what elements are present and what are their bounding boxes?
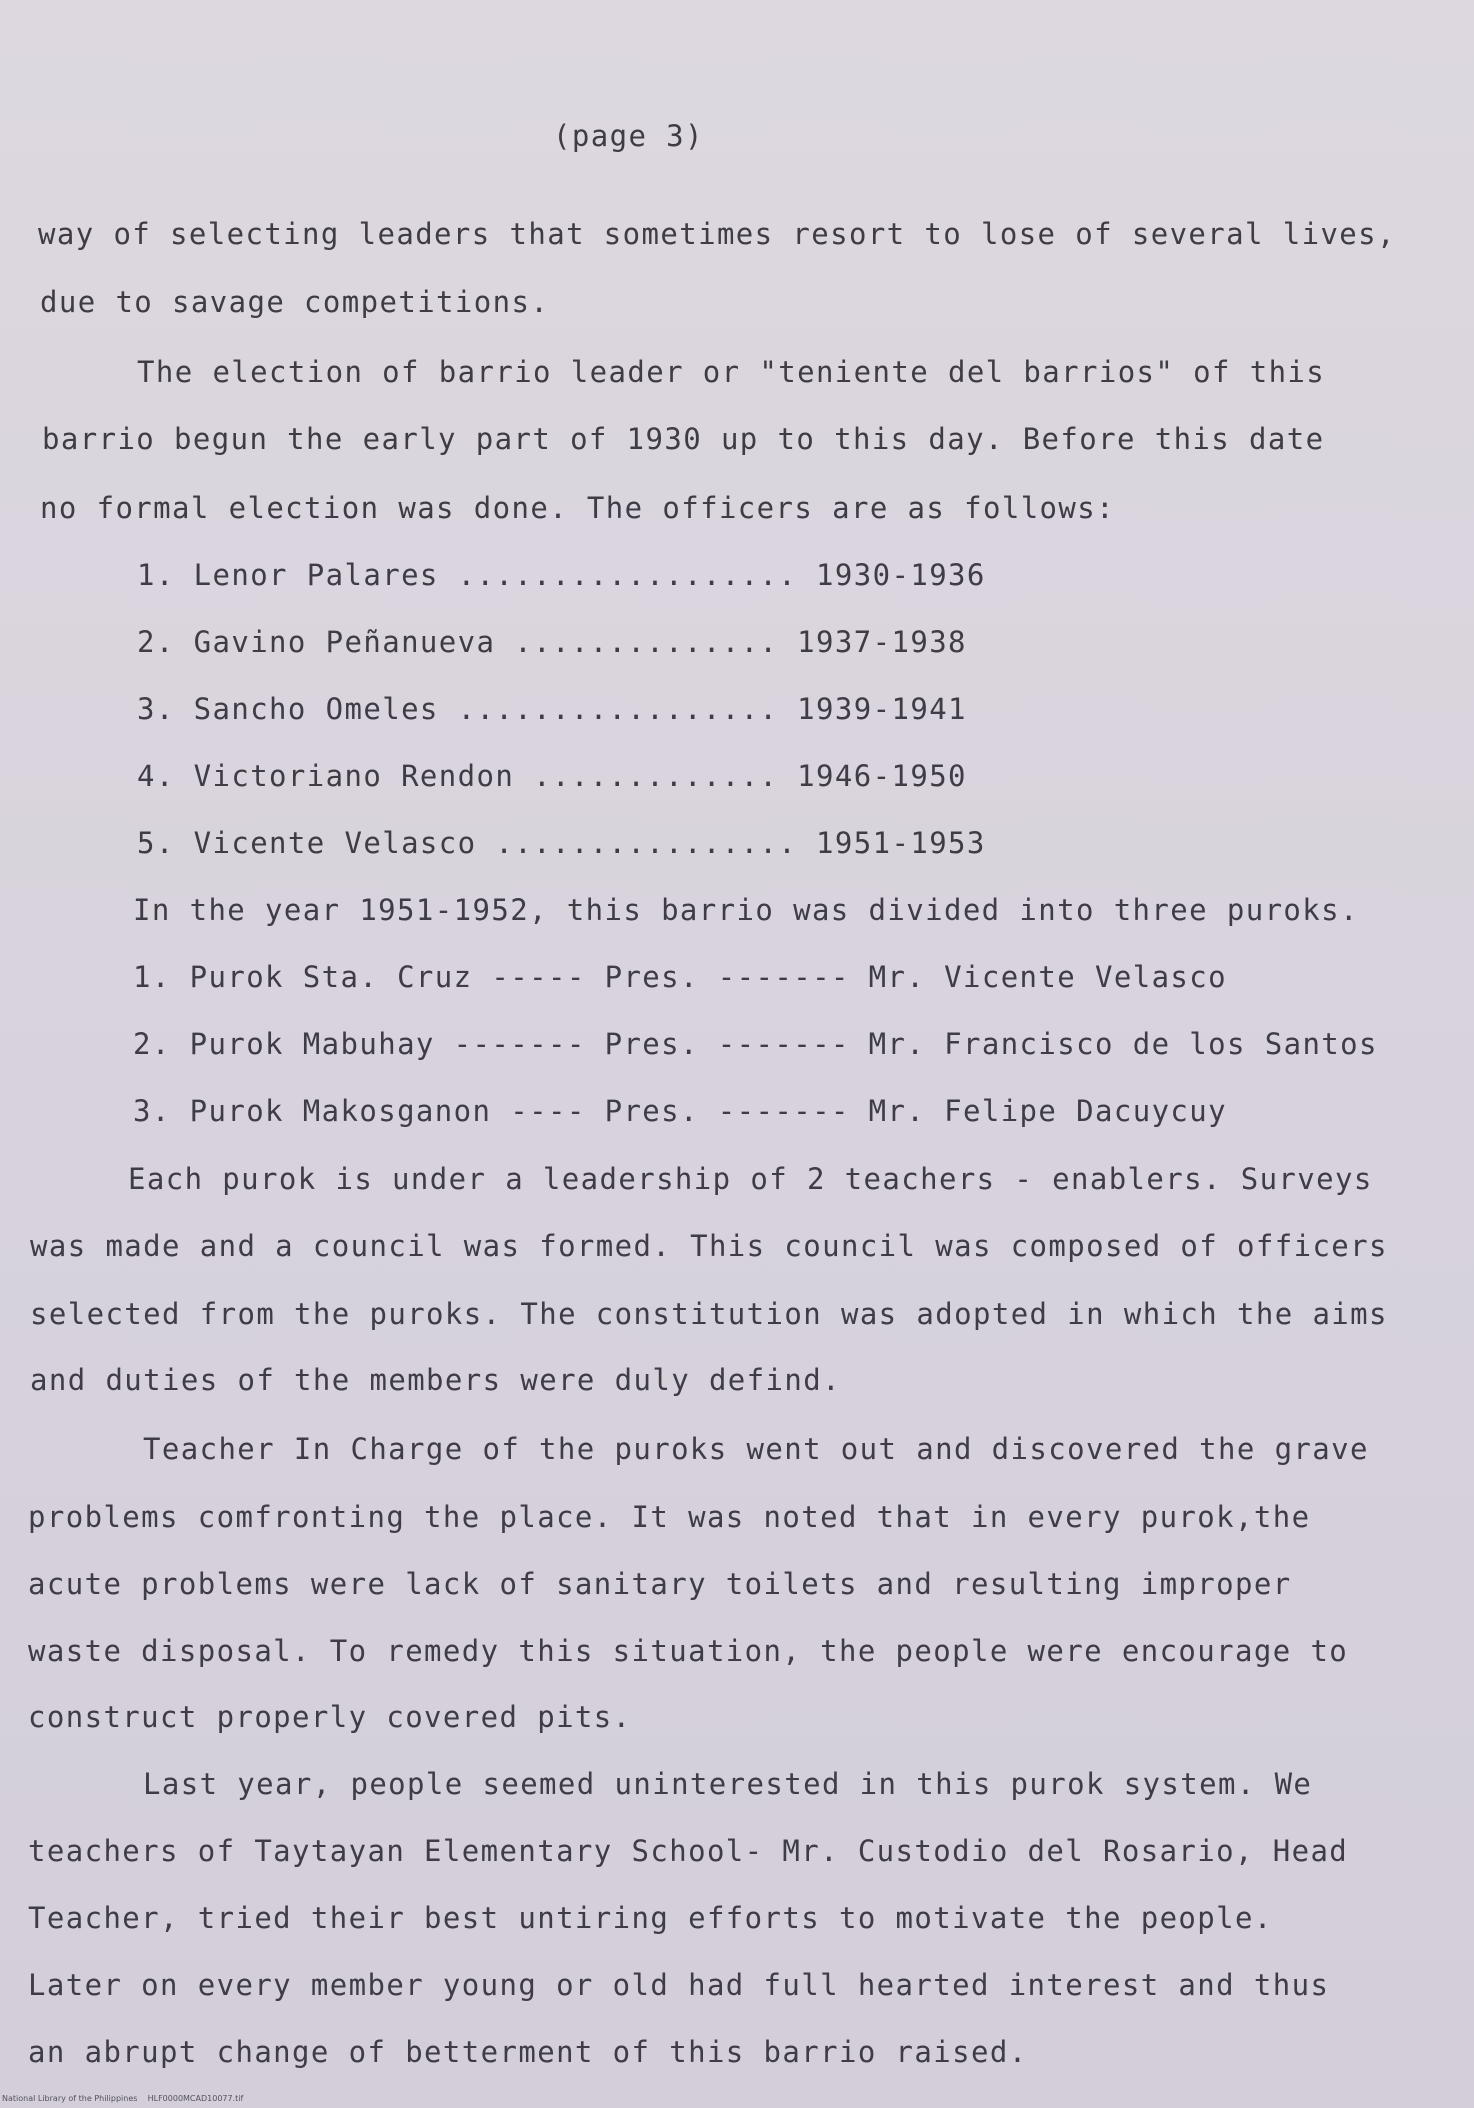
- paragraph-5-line-4: Later on every member young or old had full hearted interest and thus: [28, 1968, 1330, 2002]
- leader-dots: .................: [457, 692, 779, 726]
- paragraph-5-line-3: Teacher, tried their best untiring efforts to motivate the people.: [28, 1901, 1273, 1935]
- officer-number: 1.: [137, 558, 175, 592]
- leader-dots: ..................: [457, 558, 798, 592]
- paragraph-5-line-5: an abrupt change of betterment of this barrio raised.: [28, 2035, 1028, 2069]
- paragraph-4-line-3: acute problems were lack of sanitary toilets and resulting improper: [28, 1567, 1292, 1601]
- leader-dashes: -------: [717, 1094, 850, 1128]
- officer-name: Lenor Palares: [193, 558, 439, 592]
- leader-dashes: -------: [453, 1027, 586, 1061]
- officer-years: 1951-1953: [816, 826, 986, 860]
- paragraph-2-line-1: The election of barrio leader or "teniente del barrios" of this: [137, 355, 1326, 389]
- officer-years: 1946-1950: [797, 759, 967, 793]
- paragraph-3-line-4: and duties of the members were duly defind.: [30, 1363, 841, 1397]
- officer-list-item: [137, 558, 986, 592]
- paragraph-3-line-1: Each purok is under a leadership of 2 teachers - enablers. Surveys: [128, 1162, 1373, 1196]
- officer-years: 1939-1941: [797, 692, 967, 726]
- purok-list-item: [133, 1027, 1378, 1061]
- purok-leader: Mr. Vicente Velasco: [868, 960, 1228, 994]
- pres-label: Pres.: [604, 1094, 699, 1128]
- paragraph-2-line-3: no formal election was done. The officers are as follows:: [40, 491, 1115, 525]
- paragraph-4-line-4: waste disposal. To remedy this situation, the people were encourage to: [28, 1634, 1349, 1668]
- purok-intro: In the year 1951-1952, this barrio was divided into three puroks.: [133, 893, 1359, 927]
- purok-list-item: [133, 960, 1227, 994]
- paragraph-4-line-5: construct properly covered pits.: [28, 1700, 632, 1734]
- leader-dashes: ----: [510, 1094, 586, 1128]
- leader-dashes: -------: [717, 1027, 850, 1061]
- leader-dashes: -------: [717, 960, 850, 994]
- officer-years: 1930-1936: [816, 558, 986, 592]
- purok-number: 2.: [133, 1027, 171, 1061]
- leader-dots: ................: [495, 826, 798, 860]
- pres-label: Pres.: [604, 1027, 699, 1061]
- paragraph-3-line-3: selected from the puroks. The constitution was adopted in which the aims: [30, 1297, 1388, 1331]
- purok-number: 3.: [133, 1094, 171, 1128]
- purok-name: Purok Makosganon: [189, 1094, 492, 1128]
- pres-label: Pres.: [604, 960, 699, 994]
- archive-footer: National Library of the Philippines HLF0000MCAD10077.tif: [2, 2094, 244, 2103]
- officer-years: 1937-1938: [797, 625, 967, 659]
- page-label: (page 3): [553, 119, 704, 153]
- paragraph-4-line-2: problems comfronting the place. It was noted that in every purok,the: [28, 1500, 1311, 1534]
- officer-number: 5.: [137, 826, 175, 860]
- officer-number: 3.: [137, 692, 175, 726]
- paragraph-3-line-2: was made and a council was formed. This council was composed of officers: [30, 1229, 1388, 1263]
- paragraph-5-line-1: Last year, people seemed uninterested in this purok system. We: [143, 1767, 1313, 1801]
- leader-dashes: -----: [491, 960, 586, 994]
- leader-dots: ..............: [514, 625, 779, 659]
- paragraph-1-line-1: way of selecting leaders that sometimes resort to lose of several lives,: [38, 217, 1396, 251]
- officer-list-item: [137, 759, 967, 793]
- officer-name: Sancho Omeles: [193, 692, 439, 726]
- purok-list-item: [133, 1094, 1227, 1128]
- officer-list-item: [137, 692, 967, 726]
- paragraph-4-line-1: Teacher In Charge of the puroks went out and discovered the grave: [143, 1432, 1369, 1466]
- purok-name: Purok Mabuhay: [189, 1027, 435, 1061]
- purok-name: Purok Sta. Cruz: [189, 960, 473, 994]
- paragraph-1-line-2: due to savage competitions.: [40, 285, 550, 319]
- leader-dots: .............: [533, 759, 779, 793]
- purok-leader: Mr. Felipe Dacuycuy: [868, 1094, 1228, 1128]
- officer-number: 4.: [137, 759, 175, 793]
- paragraph-5-line-2: teachers of Taytayan Elementary School- Mr. Custodio del Rosario, Head: [28, 1834, 1349, 1868]
- officer-list-item: [137, 826, 986, 860]
- officer-name: Vicente Velasco: [193, 826, 477, 860]
- officer-name: Victoriano Rendon: [193, 759, 515, 793]
- paragraph-2-line-2: barrio begun the early part of 1930 up to this day. Before this date: [42, 422, 1325, 456]
- officer-list-item: [137, 625, 967, 659]
- officer-number: 2.: [137, 625, 175, 659]
- purok-leader: Mr. Francisco de los Santos: [868, 1027, 1378, 1061]
- officer-name: Gavino Peñanueva: [193, 625, 496, 659]
- purok-number: 1.: [133, 960, 171, 994]
